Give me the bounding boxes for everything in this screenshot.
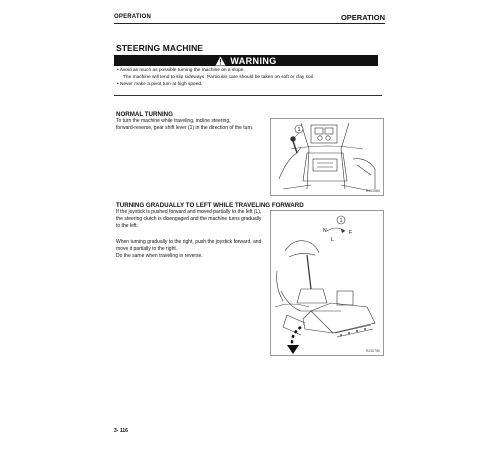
section-heading-gradual-turning: TURNING GRADUALLY TO LEFT WHILE TRAVELING FORWARD	[116, 202, 304, 209]
warning-banner	[114, 55, 378, 66]
warning-divider	[114, 95, 382, 96]
text-line: To turn the machine while traveling, incline steering,	[116, 118, 231, 124]
text-line: When turning gradually to the right, push the joystick forward, and	[116, 239, 262, 245]
text-line: the steering clutch is disengaged and the machine turns gradually	[116, 216, 262, 223]
gradual-turning-para2	[116, 239, 261, 261]
text-line: Do the same when traveling in reverse.	[116, 253, 203, 260]
warning-line: • Avoid as much as possible turning the machine on a slope.	[117, 68, 245, 73]
header-section-left: OPERATION	[114, 14, 152, 20]
figure-cab-lever	[270, 118, 384, 196]
lever-position-l: L	[331, 237, 334, 243]
text-line: If the joystick is pushed forward and moved partially to the left (L),	[116, 209, 262, 215]
lever-position-n: N	[323, 228, 327, 234]
text-line: move it partially to the right.	[116, 246, 178, 253]
warning-triangle-icon	[215, 56, 226, 66]
warning-line: • Never make a pivot turn at high speed.	[117, 82, 203, 87]
figure-joystick-turn	[270, 210, 384, 356]
header-rule	[114, 23, 385, 24]
figure-code: RJ40750	[365, 349, 380, 353]
figure-callout-1: 1	[339, 218, 343, 224]
gradual-turning-para1	[116, 209, 261, 231]
warning-text	[117, 67, 314, 88]
warning-line: The machine will tend to slip sideways. Particular care should be taken on soft or clay soil.	[123, 75, 315, 80]
section-heading-normal-turning: NORMAL TURNING	[116, 111, 173, 118]
page-title: STEERING MACHINE	[116, 43, 204, 53]
text-line: to the left.	[116, 223, 138, 230]
figure-callout-1: 1	[297, 127, 301, 133]
text-line: forward-reverse, gear shift lever (1) in the direction of the turn.	[116, 125, 254, 132]
warning-label: WARNING	[230, 55, 277, 66]
figure-code: RJ10580	[365, 189, 380, 193]
page-number: 3- 116	[114, 428, 128, 434]
cab-interior-illustration	[271, 119, 383, 195]
header-section-right: OPERATION	[340, 13, 385, 22]
joystick-dozer-illustration	[271, 211, 383, 355]
normal-turning-text	[116, 118, 253, 132]
lever-position-f: F	[349, 230, 353, 236]
